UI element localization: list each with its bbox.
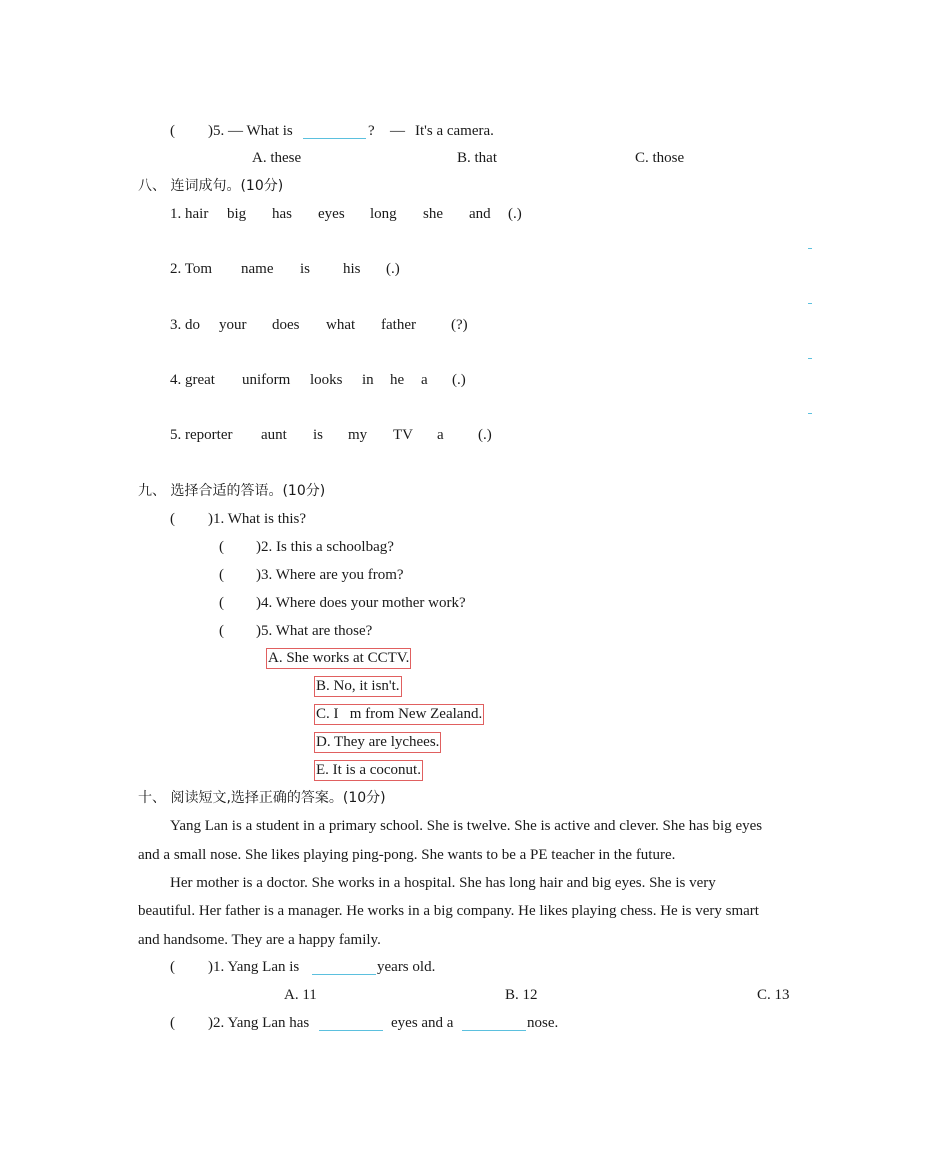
word: 5. reporter — [170, 427, 233, 443]
word: name — [241, 261, 274, 277]
answer-blank[interactable] — [303, 124, 366, 139]
question-text-mid: eyes and a — [391, 1015, 454, 1031]
q5-question-mark: ? — [368, 123, 375, 139]
answer-paren: ( — [219, 623, 224, 639]
word: he — [390, 372, 405, 388]
word: has — [272, 206, 292, 222]
question-text-end: years old. — [377, 959, 436, 975]
passage-line: and a small nose. She likes playing ping-pong. She wants to be a PE teacher in the future. — [138, 847, 676, 863]
punctuation: (.) — [508, 206, 522, 222]
word: she — [423, 206, 443, 222]
answer-blank[interactable] — [462, 1016, 526, 1031]
option-c: C. those — [635, 150, 685, 166]
word: his — [343, 261, 361, 277]
q5-dash: — — [390, 123, 405, 139]
question-text: )1. What is this? — [208, 511, 307, 527]
option-b: B. that — [457, 150, 497, 166]
passage-line: Yang Lan is a student in a primary school. She is twelve. She is active and clever. She has big eyes — [170, 818, 763, 834]
passage-line: and handsome. They are a happy family. — [138, 932, 381, 948]
question-text: )2. Is this a schoolbag? — [256, 539, 394, 555]
question-text: )5. What are those? — [256, 623, 373, 639]
word: 2. Tom — [170, 261, 213, 277]
answer-choice-d: D. They are lychees. — [314, 732, 441, 753]
question-text-end: nose. — [527, 1015, 559, 1031]
punctuation: (.) — [452, 372, 466, 388]
question-text: )2. Yang Lan has — [208, 1015, 310, 1031]
question-text: )3. Where are you from? — [256, 567, 404, 583]
option-a: A. 11 — [284, 987, 317, 1003]
answer-paren: ( — [219, 539, 224, 555]
answer-line-mark — [808, 303, 812, 304]
q5-prompt: )5. — What is — [208, 123, 293, 139]
punctuation: (?) — [451, 317, 468, 333]
answer-choice-c: C. I m from New Zealand. — [314, 704, 484, 725]
word: in — [362, 372, 374, 388]
answer-choice-e: E. It is a coconut. — [314, 760, 423, 781]
option-c: C. 13 — [757, 987, 790, 1003]
option-b: B. 12 — [505, 987, 538, 1003]
word: 4. great — [170, 372, 215, 388]
answer-choice-a: A. She works at CCTV. — [266, 648, 411, 669]
answer-blank[interactable] — [319, 1016, 383, 1031]
answer-blank[interactable] — [312, 960, 376, 975]
word: is — [300, 261, 311, 277]
word: TV — [393, 427, 413, 443]
answer-choice-b: B. No, it isn't. — [314, 676, 402, 697]
section10-title: 十、 阅读短文,选择正确的答案。(10分) — [138, 790, 386, 806]
answer-paren: ( — [219, 567, 224, 583]
word: eyes — [318, 206, 345, 222]
word: and — [469, 206, 491, 222]
word: my — [348, 427, 368, 443]
answer-paren: ( — [219, 595, 224, 611]
passage-line: beautiful. Her father is a manager. He works in a big company. He likes playing chess. He is very smart — [138, 903, 759, 919]
word: father — [381, 317, 416, 333]
word: aunt — [261, 427, 287, 443]
section8-title: 八、 连词成句。(10分) — [138, 178, 284, 194]
word: a — [421, 372, 428, 388]
word: uniform — [242, 372, 291, 388]
word: big — [227, 206, 247, 222]
question-text: )1. Yang Lan is — [208, 959, 300, 975]
word: what — [326, 317, 356, 333]
answer-line-mark — [808, 248, 812, 249]
word: does — [272, 317, 300, 333]
word: is — [313, 427, 324, 443]
word: your — [219, 317, 247, 333]
punctuation: (.) — [478, 427, 492, 443]
answer-paren: ( — [170, 123, 175, 139]
word: a — [437, 427, 444, 443]
answer-line-mark — [808, 413, 812, 414]
option-a: A. these — [252, 150, 302, 166]
word: 3. do — [170, 317, 200, 333]
answer-paren: ( — [170, 511, 175, 527]
word: 1. hair — [170, 206, 209, 222]
answer-paren: ( — [170, 1015, 175, 1031]
word: long — [370, 206, 397, 222]
section9-title: 九、 选择合适的答语。(10分) — [138, 483, 326, 499]
punctuation: (.) — [386, 261, 400, 277]
answer-line-mark — [808, 358, 812, 359]
passage-line: Her mother is a doctor. She works in a hospital. She has long hair and big eyes. She is very — [170, 875, 716, 891]
question-text: )4. Where does your mother work? — [256, 595, 466, 611]
q5-answer: It's a camera. — [415, 123, 494, 139]
word: looks — [310, 372, 343, 388]
answer-paren: ( — [170, 959, 175, 975]
